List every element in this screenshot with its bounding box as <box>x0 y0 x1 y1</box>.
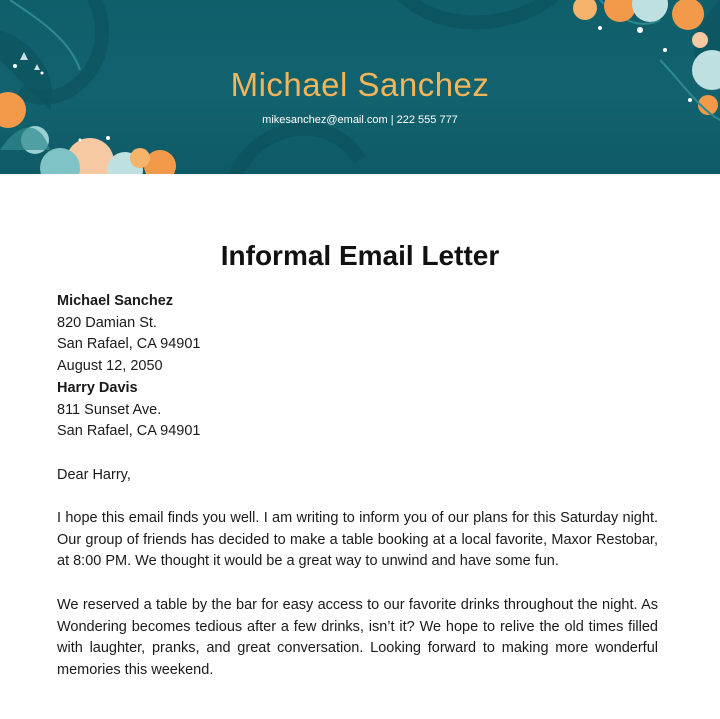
body-paragraph: I hope this email finds you well. I am writing to inform you of our plans for this Saturday night. Our group of friends has decided to make a table booking at a local favorite, Maxor Restobar, at 8:00 PM. We thought it would be a great way to unwind and have some fun. <box>57 510 658 570</box>
spacer <box>57 486 658 508</box>
letter-body <box>57 291 658 682</box>
document-title: Informal Email Letter <box>220 240 500 271</box>
letter-date: August 12, 2050 <box>57 358 163 375</box>
recipient-name: Harry Davis <box>57 379 138 396</box>
recipient-street: 811 Sunset Ave. <box>57 401 162 418</box>
sender-city: San Rafael, CA 94901 <box>57 336 201 353</box>
letterhead-banner <box>0 0 720 174</box>
spacer <box>57 573 658 595</box>
salutation: Dear Harry, <box>57 466 131 483</box>
letterhead-name: Michael Sanchez <box>230 66 490 103</box>
spacer <box>57 443 658 465</box>
sender-street: 820 Damian St. <box>57 314 157 331</box>
sender-name: Michael Sanchez <box>57 293 174 309</box>
body-paragraph: We reserved a table by the bar for easy access to our favorite drinks throughout the night. As Wondering becomes tedious after a few drinks, isn’t it? We hope to relive the old times filled with laughter, pranks, and great conversation. Looking forward to making more wonderful memories this weekend. <box>57 596 658 678</box>
recipient-city: San Rafael, CA 94901 <box>57 423 201 440</box>
letterhead-contact: mikesanchez@email.com | 222 555 777 <box>262 114 458 126</box>
